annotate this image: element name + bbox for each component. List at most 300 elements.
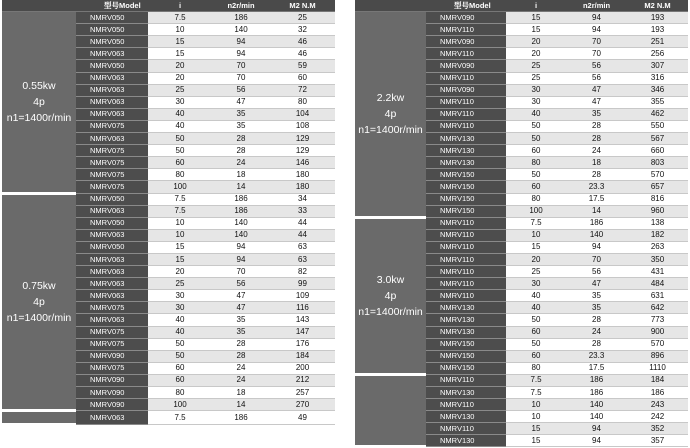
- torque-cell: 346: [627, 84, 688, 96]
- ratio-cell: 40: [148, 326, 212, 338]
- speed-cell: 186: [212, 193, 270, 205]
- torque-cell: 657: [627, 181, 688, 193]
- torque-cell: 104: [270, 108, 335, 120]
- ratio-cell: 100: [148, 181, 212, 193]
- torque-cell: 242: [627, 411, 688, 423]
- model-cell: NMRV110: [426, 423, 506, 435]
- speed-cell: 35: [566, 290, 627, 302]
- power-rating: 0.75kw: [22, 279, 56, 292]
- torque-cell: 896: [627, 350, 688, 362]
- model-cell: NMRV110: [426, 253, 506, 265]
- speed-cell: 47: [212, 290, 270, 302]
- model-cell: NMRV063: [76, 205, 148, 217]
- ratio-cell: 40: [506, 108, 566, 120]
- model-cell: NMRV063: [76, 133, 148, 145]
- speed-cell: 186: [566, 387, 627, 399]
- ratio-cell: 50: [506, 338, 566, 350]
- model-cell: NMRV050: [76, 241, 148, 253]
- model-cell: NMRV110: [426, 374, 506, 386]
- torque-cell: 186: [627, 387, 688, 399]
- ratio-cell: 50: [506, 169, 566, 181]
- ratio-cell: 60: [148, 362, 212, 374]
- model-cell: NMRV110: [426, 241, 506, 253]
- torque-cell: 46: [270, 36, 335, 48]
- header-speed: n2r/min: [566, 0, 627, 12]
- model-cell: NMRV075: [76, 120, 148, 132]
- power-group-cell: [2, 12, 76, 193]
- model-cell: NMRV110: [426, 72, 506, 84]
- speed-cell: 94: [212, 36, 270, 48]
- torque-cell: 431: [627, 266, 688, 278]
- speed-cell: 28: [566, 133, 627, 145]
- torque-cell: 484: [627, 278, 688, 290]
- ratio-cell: 50: [148, 145, 212, 157]
- model-cell: NMRV150: [426, 338, 506, 350]
- speed-cell: 186: [566, 374, 627, 386]
- header-model: 型号Model: [76, 0, 148, 12]
- torque-cell: 99: [270, 278, 335, 290]
- speed-cell: 35: [212, 326, 270, 338]
- speed-cell: 23.3: [566, 350, 627, 362]
- speed-cell: 24: [212, 374, 270, 386]
- model-cell: NMRV075: [76, 181, 148, 193]
- ratio-cell: 7.5: [148, 193, 212, 205]
- torque-cell: 143: [270, 314, 335, 326]
- ratio-cell: 30: [506, 96, 566, 108]
- header-model: 型号Model: [426, 0, 506, 12]
- ratio-cell: 80: [506, 193, 566, 205]
- model-cell: NMRV130: [426, 411, 506, 423]
- model-cell: NMRV075: [76, 362, 148, 374]
- model-cell: NMRV075: [76, 338, 148, 350]
- torque-cell: 180: [270, 169, 335, 181]
- torque-cell: 138: [627, 217, 688, 229]
- model-cell: NMRV150: [426, 362, 506, 374]
- torque-cell: 570: [627, 169, 688, 181]
- model-cell: NMRV050: [76, 60, 148, 72]
- model-cell: NMRV075: [76, 326, 148, 338]
- speed-cell: 24: [212, 157, 270, 169]
- torque-cell: 34: [270, 193, 335, 205]
- speed-cell: 17.5: [566, 362, 627, 374]
- speed-cell: 94: [566, 435, 627, 447]
- speed-cell: 28: [212, 133, 270, 145]
- ratio-cell: 15: [506, 12, 566, 24]
- torque-cell: 773: [627, 314, 688, 326]
- speed-cell: 35: [212, 120, 270, 132]
- speed-cell: 186: [212, 205, 270, 217]
- ratio-cell: 100: [148, 399, 212, 411]
- ratio-cell: 15: [506, 435, 566, 447]
- power-group-cell: [2, 411, 76, 425]
- torque-cell: 32: [270, 24, 335, 36]
- speed-cell: 28: [212, 338, 270, 350]
- torque-cell: 567: [627, 133, 688, 145]
- model-cell: NMRV110: [426, 48, 506, 60]
- header-power-blank: [355, 0, 426, 12]
- ratio-cell: 60: [506, 145, 566, 157]
- ratio-cell: 30: [148, 290, 212, 302]
- pole-count: 4p: [384, 289, 397, 302]
- speed-cell: 140: [566, 411, 627, 423]
- model-cell: NMRV063: [76, 84, 148, 96]
- torque-cell: 251: [627, 36, 688, 48]
- torque-cell: 60: [270, 72, 335, 84]
- torque-cell: 900: [627, 326, 688, 338]
- right-table-body: [355, 12, 688, 447]
- table-row: [355, 12, 688, 24]
- model-cell: NMRV090: [76, 374, 148, 386]
- speed-cell: 28: [212, 350, 270, 362]
- model-cell: NMRV090: [76, 387, 148, 399]
- torque-cell: 355: [627, 96, 688, 108]
- model-cell: NMRV063: [76, 229, 148, 241]
- torque-cell: 307: [627, 60, 688, 72]
- model-cell: NMRV050: [76, 193, 148, 205]
- ratio-cell: 15: [148, 36, 212, 48]
- speed-cell: 70: [566, 48, 627, 60]
- header-speed: n2r/min: [212, 0, 270, 12]
- model-cell: NMRV090: [426, 12, 506, 24]
- ratio-cell: 60: [506, 350, 566, 362]
- model-cell: NMRV063: [76, 411, 148, 425]
- model-cell: NMRV090: [426, 36, 506, 48]
- power-group-cell: [2, 193, 76, 411]
- ratio-cell: 50: [148, 350, 212, 362]
- ratio-cell: 25: [506, 72, 566, 84]
- speed-cell: 14: [212, 181, 270, 193]
- speed-cell: 35: [566, 108, 627, 120]
- ratio-cell: 20: [148, 266, 212, 278]
- speed-cell: 18: [566, 157, 627, 169]
- torque-cell: 109: [270, 290, 335, 302]
- ratio-cell: 30: [506, 84, 566, 96]
- torque-cell: 44: [270, 229, 335, 241]
- ratio-cell: 25: [506, 266, 566, 278]
- speed-cell: 14: [212, 399, 270, 411]
- speed-cell: 94: [566, 241, 627, 253]
- table-row: [2, 193, 335, 205]
- speed-cell: 94: [566, 12, 627, 24]
- model-cell: NMRV130: [426, 435, 506, 447]
- model-cell: NMRV075: [76, 302, 148, 314]
- input-speed: n1=1400r/min: [6, 311, 72, 324]
- torque-cell: 570: [627, 338, 688, 350]
- model-cell: NMRV090: [76, 399, 148, 411]
- model-cell: NMRV063: [76, 314, 148, 326]
- left-spec-table: [2, 0, 335, 426]
- torque-cell: 147: [270, 326, 335, 338]
- torque-cell: 176: [270, 338, 335, 350]
- speed-cell: 47: [212, 302, 270, 314]
- power-rating: 3.0kw: [376, 273, 405, 286]
- model-cell: NMRV075: [76, 169, 148, 181]
- input-speed: n1=1400r/min: [358, 305, 423, 318]
- model-cell: NMRV110: [426, 290, 506, 302]
- speed-cell: 28: [566, 120, 627, 132]
- speed-cell: 28: [212, 145, 270, 157]
- torque-cell: 316: [627, 72, 688, 84]
- ratio-cell: 10: [506, 229, 566, 241]
- model-cell: NMRV110: [426, 266, 506, 278]
- torque-cell: 1110: [627, 362, 688, 374]
- speed-cell: 70: [212, 60, 270, 72]
- torque-cell: 200: [270, 362, 335, 374]
- torque-cell: 550: [627, 120, 688, 132]
- ratio-cell: 100: [506, 205, 566, 217]
- speed-cell: 140: [212, 217, 270, 229]
- speed-cell: 17.5: [566, 193, 627, 205]
- model-cell: NMRV130: [426, 302, 506, 314]
- power-rating: 0.55kw: [22, 79, 56, 92]
- model-cell: NMRV110: [426, 229, 506, 241]
- torque-cell: 193: [627, 12, 688, 24]
- model-cell: NMRV130: [426, 157, 506, 169]
- torque-cell: 803: [627, 157, 688, 169]
- ratio-cell: 10: [506, 399, 566, 411]
- torque-cell: 193: [627, 24, 688, 36]
- speed-cell: 94: [212, 48, 270, 60]
- power-rating: 2.2kw: [376, 91, 405, 104]
- input-speed: n1=1400r/min: [6, 111, 72, 124]
- ratio-cell: 30: [148, 302, 212, 314]
- model-cell: NMRV050: [76, 12, 148, 24]
- ratio-cell: 50: [148, 133, 212, 145]
- ratio-cell: 40: [506, 290, 566, 302]
- model-cell: NMRV110: [426, 120, 506, 132]
- model-cell: NMRV050: [76, 36, 148, 48]
- torque-cell: 357: [627, 435, 688, 447]
- speed-cell: 94: [212, 241, 270, 253]
- ratio-cell: 15: [148, 241, 212, 253]
- torque-cell: 462: [627, 108, 688, 120]
- torque-cell: 116: [270, 302, 335, 314]
- torque-cell: 129: [270, 133, 335, 145]
- speed-cell: 28: [566, 338, 627, 350]
- speed-cell: 186: [212, 12, 270, 24]
- speed-cell: 28: [566, 169, 627, 181]
- torque-cell: 660: [627, 145, 688, 157]
- ratio-cell: 50: [506, 133, 566, 145]
- model-cell: NMRV130: [426, 314, 506, 326]
- speed-cell: 70: [566, 36, 627, 48]
- torque-cell: 25: [270, 12, 335, 24]
- ratio-cell: 25: [506, 60, 566, 72]
- pole-count: 4p: [384, 107, 397, 120]
- model-cell: NMRV090: [426, 84, 506, 96]
- model-cell: NMRV063: [76, 48, 148, 60]
- ratio-cell: 15: [506, 24, 566, 36]
- table-row: [355, 217, 688, 229]
- torque-cell: 257: [270, 387, 335, 399]
- speed-cell: 94: [212, 253, 270, 265]
- speed-cell: 35: [566, 302, 627, 314]
- model-cell: NMRV150: [426, 169, 506, 181]
- left-header-row: [2, 0, 335, 12]
- ratio-cell: 7.5: [148, 205, 212, 217]
- torque-cell: 72: [270, 84, 335, 96]
- torque-cell: 180: [270, 181, 335, 193]
- torque-cell: 631: [627, 290, 688, 302]
- power-group-cell: [355, 12, 426, 218]
- model-cell: NMRV075: [76, 157, 148, 169]
- power-group-cell: [355, 217, 426, 374]
- ratio-cell: 30: [506, 278, 566, 290]
- model-cell: NMRV110: [426, 108, 506, 120]
- speed-cell: 70: [566, 253, 627, 265]
- ratio-cell: 10: [148, 229, 212, 241]
- ratio-cell: 40: [148, 108, 212, 120]
- speed-cell: 186: [212, 411, 270, 425]
- model-cell: NMRV150: [426, 181, 506, 193]
- ratio-cell: 60: [148, 157, 212, 169]
- model-cell: NMRV050: [76, 217, 148, 229]
- ratio-cell: 40: [506, 302, 566, 314]
- speed-cell: 28: [566, 314, 627, 326]
- ratio-cell: 50: [506, 314, 566, 326]
- speed-cell: 140: [566, 399, 627, 411]
- ratio-cell: 25: [148, 84, 212, 96]
- speed-cell: 47: [566, 96, 627, 108]
- header-torque: M2 N.M: [627, 0, 688, 12]
- torque-cell: 960: [627, 205, 688, 217]
- speed-cell: 23.3: [566, 181, 627, 193]
- torque-cell: 270: [270, 399, 335, 411]
- torque-cell: 80: [270, 96, 335, 108]
- torque-cell: 82: [270, 266, 335, 278]
- speed-cell: 94: [566, 24, 627, 36]
- speed-cell: 56: [212, 278, 270, 290]
- ratio-cell: 20: [506, 253, 566, 265]
- ratio-cell: 10: [148, 217, 212, 229]
- ratio-cell: 60: [506, 326, 566, 338]
- model-cell: NMRV130: [426, 387, 506, 399]
- torque-cell: 256: [627, 48, 688, 60]
- speed-cell: 24: [566, 145, 627, 157]
- torque-cell: 184: [270, 350, 335, 362]
- column-gap: [335, 0, 355, 411]
- ratio-cell: 10: [506, 411, 566, 423]
- torque-cell: 350: [627, 253, 688, 265]
- ratio-cell: 15: [506, 241, 566, 253]
- speed-cell: 47: [566, 84, 627, 96]
- header-torque: M2 N.M: [270, 0, 335, 12]
- pole-count: 4p: [33, 95, 45, 108]
- torque-cell: 182: [627, 229, 688, 241]
- speed-cell: 14: [566, 205, 627, 217]
- model-cell: NMRV110: [426, 24, 506, 36]
- model-cell: NMRV063: [76, 108, 148, 120]
- ratio-cell: 50: [148, 338, 212, 350]
- ratio-cell: 80: [506, 362, 566, 374]
- torque-cell: 816: [627, 193, 688, 205]
- speed-cell: 94: [566, 423, 627, 435]
- speed-cell: 140: [212, 24, 270, 36]
- speed-cell: 35: [212, 314, 270, 326]
- torque-cell: 49: [270, 411, 335, 425]
- model-cell: NMRV090: [426, 60, 506, 72]
- model-cell: NMRV150: [426, 193, 506, 205]
- ratio-cell: 10: [148, 24, 212, 36]
- ratio-cell: 15: [148, 253, 212, 265]
- table-row: [2, 12, 335, 24]
- speed-cell: 56: [566, 266, 627, 278]
- model-cell: NMRV050: [76, 24, 148, 36]
- ratio-cell: 80: [148, 169, 212, 181]
- speed-cell: 56: [566, 72, 627, 84]
- ratio-cell: 7.5: [506, 387, 566, 399]
- ratio-cell: 25: [148, 278, 212, 290]
- model-cell: NMRV063: [76, 72, 148, 84]
- ratio-cell: 40: [148, 120, 212, 132]
- speed-cell: 140: [212, 229, 270, 241]
- header-ratio: i: [506, 0, 566, 12]
- speed-cell: 56: [212, 84, 270, 96]
- model-cell: NMRV130: [426, 145, 506, 157]
- model-cell: NMRV063: [76, 278, 148, 290]
- torque-cell: 44: [270, 217, 335, 229]
- right-header-row: [355, 0, 688, 12]
- ratio-cell: 7.5: [506, 374, 566, 386]
- ratio-cell: 7.5: [148, 411, 212, 425]
- ratio-cell: 20: [148, 72, 212, 84]
- torque-cell: 63: [270, 253, 335, 265]
- model-cell: NMRV150: [426, 205, 506, 217]
- model-cell: NMRV130: [426, 326, 506, 338]
- right-spec-table: [355, 0, 688, 448]
- speed-cell: 140: [566, 229, 627, 241]
- table-row: [2, 411, 335, 425]
- model-cell: NMRV063: [76, 253, 148, 265]
- torque-cell: 352: [627, 423, 688, 435]
- torque-cell: 59: [270, 60, 335, 72]
- speed-cell: 18: [212, 387, 270, 399]
- ratio-cell: 20: [506, 48, 566, 60]
- torque-cell: 243: [627, 399, 688, 411]
- model-cell: NMRV110: [426, 217, 506, 229]
- ratio-cell: 40: [148, 314, 212, 326]
- speed-cell: 18: [212, 169, 270, 181]
- model-cell: NMRV150: [426, 350, 506, 362]
- torque-cell: 63: [270, 241, 335, 253]
- model-cell: NMRV110: [426, 278, 506, 290]
- table-row: [355, 374, 688, 386]
- speed-cell: 70: [212, 72, 270, 84]
- header-ratio: i: [148, 0, 212, 12]
- speed-cell: 24: [566, 326, 627, 338]
- left-table-body: [2, 12, 335, 425]
- model-cell: NMRV063: [76, 290, 148, 302]
- model-cell: NMRV063: [76, 266, 148, 278]
- ratio-cell: 60: [148, 374, 212, 386]
- speed-cell: 70: [212, 266, 270, 278]
- torque-cell: 129: [270, 145, 335, 157]
- torque-cell: 146: [270, 157, 335, 169]
- torque-cell: 33: [270, 205, 335, 217]
- torque-cell: 46: [270, 48, 335, 60]
- model-cell: NMRV130: [426, 133, 506, 145]
- input-speed: n1=1400r/min: [358, 123, 423, 136]
- model-cell: NMRV075: [76, 145, 148, 157]
- ratio-cell: 30: [148, 96, 212, 108]
- speed-cell: 56: [566, 60, 627, 72]
- speed-cell: 47: [212, 96, 270, 108]
- torque-cell: 642: [627, 302, 688, 314]
- ratio-cell: 60: [506, 181, 566, 193]
- torque-cell: 184: [627, 374, 688, 386]
- ratio-cell: 80: [506, 157, 566, 169]
- pole-count: 4p: [33, 295, 45, 308]
